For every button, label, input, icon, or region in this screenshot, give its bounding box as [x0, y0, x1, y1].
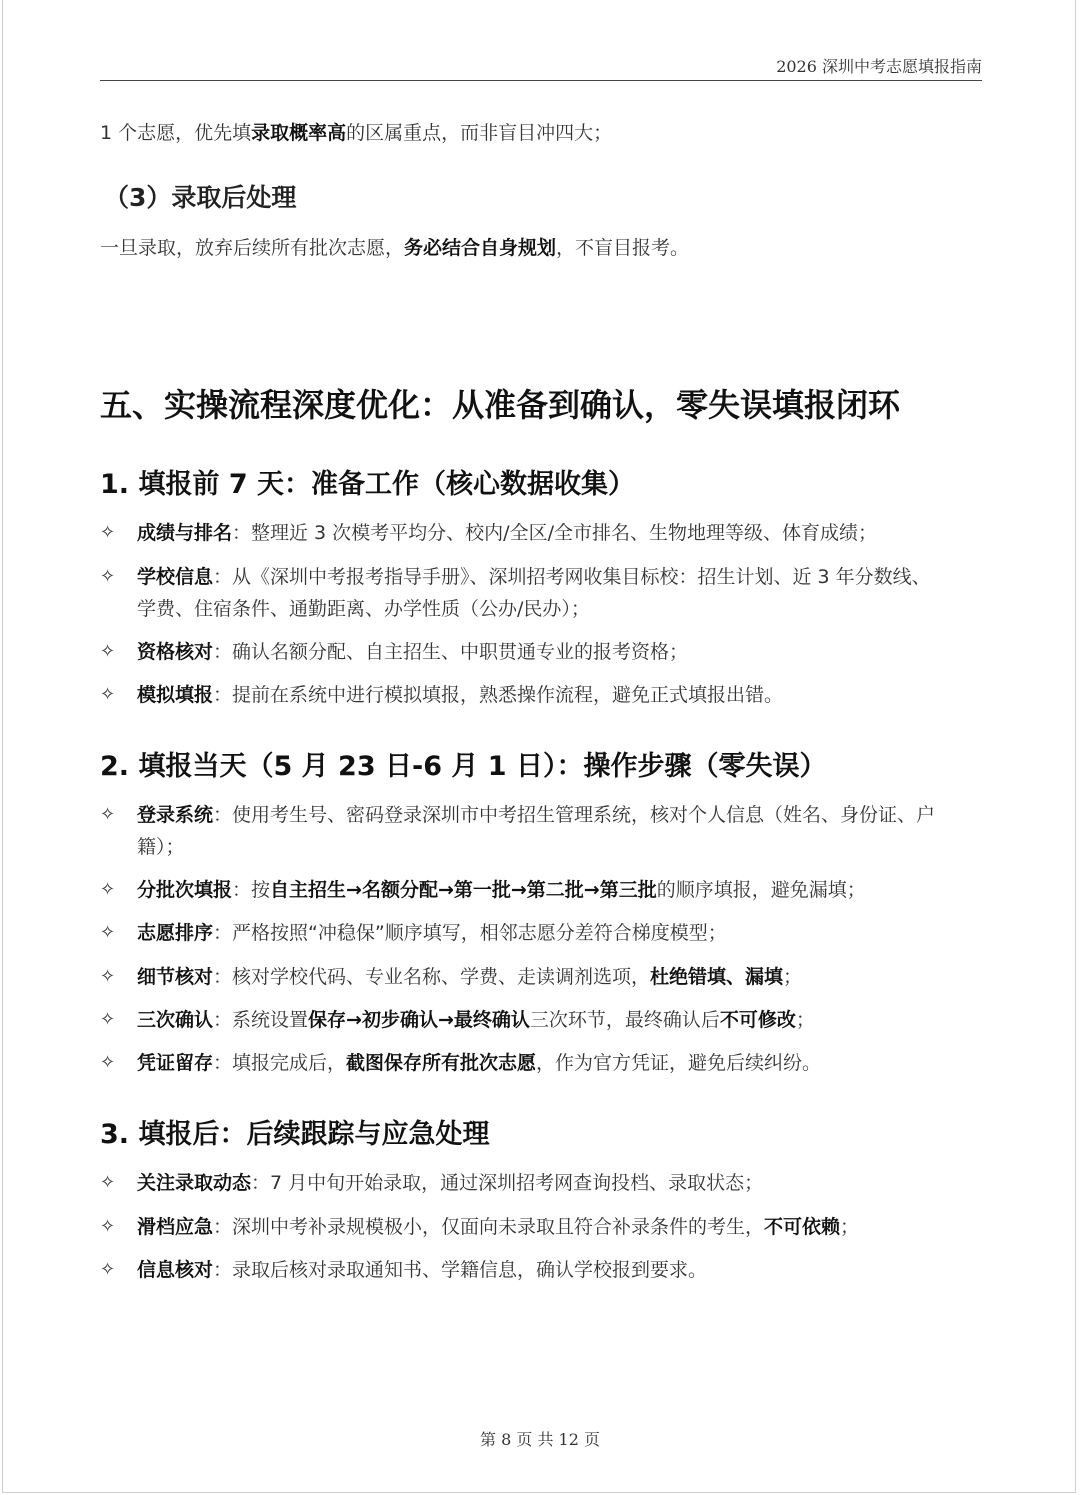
list-item: ✧ 志愿排序：严格按照“冲稳保”顺序填写，相邻志愿分差符合梯度模型；	[100, 917, 980, 949]
bullet-icon: ✧	[100, 1009, 116, 1030]
list-item: ✧ 成绩与排名：整理近 3 次模考平均分、校内/全区/全市排名、生物地理等级、体育成绩；	[100, 517, 980, 549]
part-3-heading: 3. 填报后：后续跟踪与应急处理	[100, 1119, 490, 1150]
list-item: ✧ 登录系统：使用考生号、密码登录深圳市中考招生管理系统，核对个人信息（姓名、身份证、户 籍）；	[100, 799, 980, 863]
section-3-heading: （3）录取后处理	[104, 183, 297, 212]
list-item: ✧ 凭证留存：填报完成后，截图保存所有批次志愿，作为官方凭证，避免后续纠纷。	[100, 1047, 980, 1079]
list-item: ✧ 分批次填报：按自主招生→名额分配→第一批→第二批→第三批的顺序填报，避免漏填；	[100, 874, 980, 906]
bullet-icon: ✧	[100, 966, 116, 987]
section-3-paragraph: 一旦录取，放弃后续所有批次志愿，务必结合自身规划，不盲目报考。	[100, 237, 690, 259]
list-item: ✧ 关注录取动态：7 月中旬开始录取，通过深圳招考网查询投档、录取状态；	[100, 1167, 980, 1199]
list-item: ✧ 信息核对：录取后核对录取通知书、学籍信息，确认学校报到要求。	[100, 1254, 980, 1286]
page-footer: 第 8 页 共 12 页	[480, 1430, 600, 1449]
intro-paragraph: 1 个志愿，优先填录取概率高的区属重点，而非盲目冲四大；	[100, 122, 613, 144]
list-item: ✧ 资格核对：确认名额分配、自主招生、中职贯通专业的报考资格；	[100, 636, 980, 668]
header-rule	[100, 80, 982, 81]
bullet-icon: ✧	[100, 879, 116, 900]
list-item: ✧ 三次确认：系统设置保存→初步确认→最终确认三次环节，最终确认后不可修改；	[100, 1004, 980, 1036]
bullet-icon: ✧	[100, 641, 116, 662]
bullet-icon: ✧	[100, 1172, 116, 1193]
bullet-icon: ✧	[100, 922, 116, 943]
part-1-heading: 1. 填报前 7 天：准备工作（核心数据收集）	[100, 469, 636, 500]
chapter-title: 五、实操流程深度优化：从准备到确认，零失误填报闭环	[100, 386, 901, 424]
bullet-icon: ✧	[100, 684, 116, 705]
bullet-icon: ✧	[100, 804, 116, 825]
bullet-icon: ✧	[100, 566, 116, 587]
bullet-icon: ✧	[100, 1052, 116, 1073]
bullet-icon: ✧	[100, 1216, 116, 1237]
page-header: 2026 深圳中考志愿填报指南	[776, 57, 982, 76]
part-2-heading: 2. 填报当天（5 月 23 日-6 月 1 日）：操作步骤（零失误）	[100, 751, 827, 782]
list-item: ✧ 模拟填报：提前在系统中进行模拟填报，熟悉操作流程，避免正式填报出错。	[100, 679, 980, 711]
list-item: ✧ 细节核对：核对学校代码、专业名称、学费、走读调剂选项，杜绝错填、漏填；	[100, 961, 980, 993]
bullet-icon: ✧	[100, 522, 116, 543]
list-item: ✧ 学校信息：从《深圳中考报考指导手册》、深圳招考网收集目标校：招生计划、近 3 年分数线、 学费、住宿条件、通勤距离、办学性质（公办/民办）；	[100, 561, 980, 625]
bullet-icon: ✧	[100, 1259, 116, 1280]
list-item: ✧ 滑档应急：深圳中考补录规模极小，仅面向未录取且符合补录条件的考生，不可依赖；	[100, 1211, 980, 1243]
